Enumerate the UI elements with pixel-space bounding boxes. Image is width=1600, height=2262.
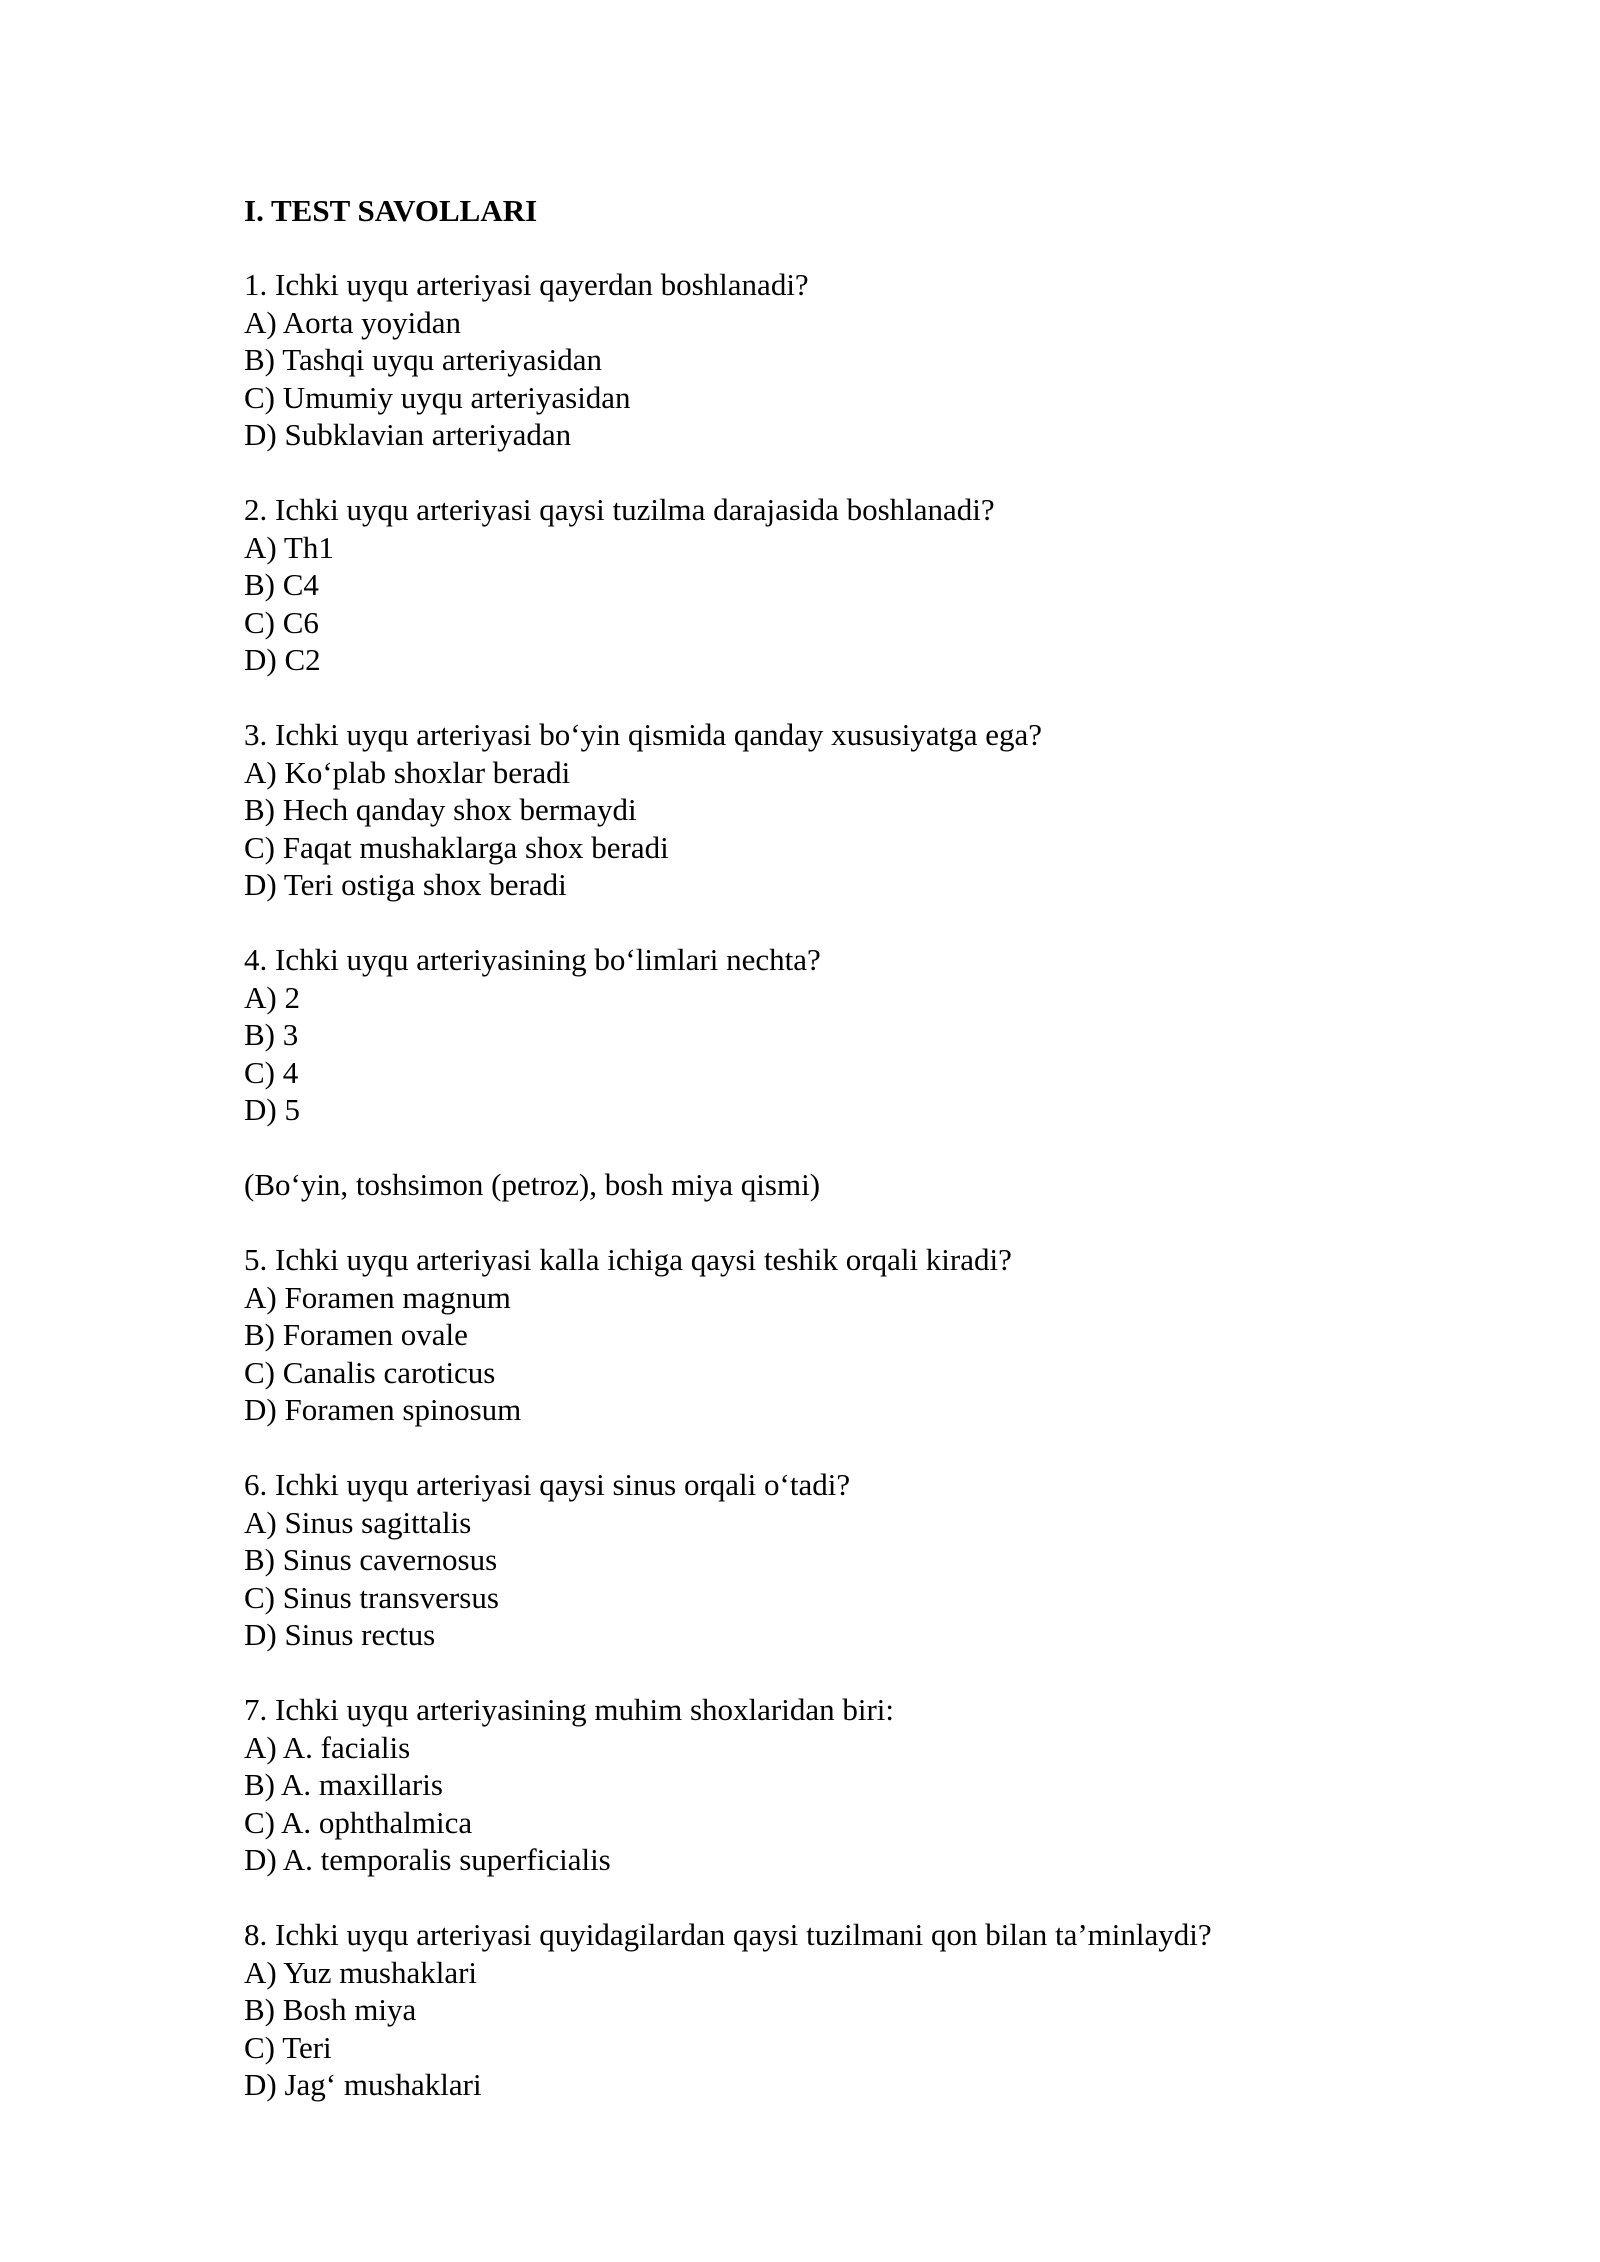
question-text: 2. Ichki uyqu arteriyasi qaysi tuzilma darajasida boshlanadi? [244, 492, 995, 527]
answer-option-b: B) Hech qanday shox bermaydi [244, 792, 637, 827]
answer-option-d: D) A. temporalis superficialis [244, 1842, 611, 1877]
question-6 [244, 1466, 1444, 1654]
question-2 [244, 491, 1444, 679]
answer-option-b: B) Foramen ovale [244, 1317, 468, 1352]
answer-option-b: B) A. maxillaris [244, 1767, 443, 1802]
answer-option-c: C) C6 [244, 604, 319, 640]
question-3 [244, 716, 1444, 904]
answer-option-d: D) Jag‘ mushaklari [244, 2067, 482, 2102]
answer-option-a: A) Sinus sagittalis [244, 1504, 472, 1540]
question-text: 6. Ichki uyqu arteriyasi qaysi sinus orqali o‘tadi? [244, 1467, 851, 1502]
question-text: 5. Ichki uyqu arteriyasi kalla ichiga qaysi teshik orqali kiradi? [244, 1242, 1012, 1277]
question-text: 1. Ichki uyqu arteriyasi qayerdan boshlanadi? [244, 267, 809, 302]
answer-option-d: D) C2 [244, 642, 321, 677]
answer-option-d: D) Foramen spinosum [244, 1392, 522, 1427]
question-text: 8. Ichki uyqu arteriyasi quyidagilardan qaysi tuzilmani qon bilan ta’minlaydi? [244, 1917, 1212, 1952]
answer-option-a: A) Ko‘plab shoxlar beradi [244, 754, 571, 790]
answer-option-c: C) A. ophthalmica [244, 1804, 473, 1840]
answer-option-a: A) A. facialis [244, 1729, 411, 1765]
question-8 [244, 1916, 1444, 2104]
answer-option-a: A) Aorta yoyidan [244, 304, 461, 340]
question-1 [244, 266, 1444, 454]
answer-option-b: B) Sinus cavernosus [244, 1542, 498, 1577]
answer-option-b: B) 3 [244, 1017, 299, 1052]
question-text: 7. Ichki uyqu arteriyasining muhim shoxlaridan biri: [244, 1692, 895, 1727]
question-text: 3. Ichki uyqu arteriyasi bo‘yin qismida qanday xususiyatga ega? [244, 717, 1043, 752]
page-title: I. TEST SAVOLLARI [244, 193, 538, 228]
answer-option-d: D) Sinus rectus [244, 1617, 436, 1652]
answer-option-c: C) Sinus transversus [244, 1579, 499, 1615]
question-5 [244, 1241, 1444, 1429]
answer-option-c: C) Canalis caroticus [244, 1354, 496, 1390]
answer-option-b: B) Bosh miya [244, 1992, 417, 2027]
document-page [244, 192, 1444, 2141]
question-7 [244, 1691, 1444, 1879]
answer-option-c: C) 4 [244, 1054, 299, 1090]
answer-option-c: C) Faqat mushaklarga shox beradi [244, 829, 669, 865]
answer-option-b: B) Tashqi uyqu arteriyasidan [244, 342, 602, 377]
answer-option-a: A) Th1 [244, 529, 334, 565]
answer-option-a: A) Foramen magnum [244, 1279, 511, 1315]
question-text: 4. Ichki uyqu arteriyasining bo‘limlari nechta? [244, 942, 821, 977]
answer-option-a: A) Yuz mushaklari [244, 1954, 478, 1990]
answer-option-d: D) Teri ostiga shox beradi [244, 867, 567, 902]
answer-note: (Bo‘yin, toshsimon (petroz), bosh miya qismi) [244, 1167, 821, 1202]
answer-option-a: A) 2 [244, 979, 300, 1015]
answer-option-b: B) C4 [244, 567, 319, 602]
answer-option-c: C) Teri [244, 2029, 332, 2065]
answer-option-d: D) 5 [244, 1092, 300, 1127]
question-4 [244, 941, 1444, 1129]
answer-option-c: C) Umumiy uyqu arteriyasidan [244, 379, 631, 415]
answer-option-d: D) Subklavian arteriyadan [244, 417, 572, 452]
